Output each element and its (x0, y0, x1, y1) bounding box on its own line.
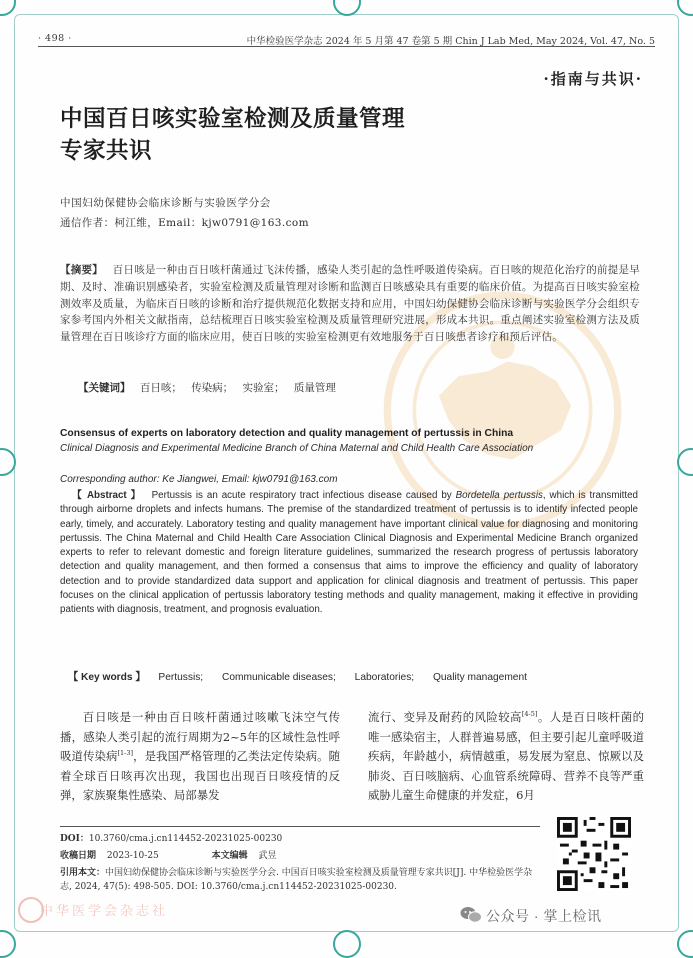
keyword-en: Quality management (432, 672, 527, 683)
corner-ring-top-left (0, 0, 16, 16)
citation-ref: [4-5] (521, 710, 538, 719)
editor-label: 本文编辑 (211, 851, 248, 861)
abstract-en-species: Bordetella pertussis (455, 490, 543, 501)
body-column-left (60, 708, 340, 806)
keyword-cn: 实验室； (242, 382, 285, 394)
doi-value: 10.3760/cma.j.cn114452-20231025-00230 (88, 834, 283, 844)
english-corresponding-author: Corresponding author: Ke Jiangwei, Email: kjw0791@163.com (60, 474, 338, 485)
cite-block (60, 866, 540, 894)
body-left-text-1: 百日咳是一种由百日咳杆菌通过咳嗽飞沫空气传播，感染人类引起的流行周期为2~5年的区域性急性呼吸道传染病 (60, 710, 340, 763)
title-line-2: 专家共识 (60, 138, 153, 164)
edge-ring-bottom (333, 930, 361, 958)
keywords-en-label: 【 Key words 】 (68, 672, 146, 683)
publisher-name: 中华医学会杂志社 (40, 904, 169, 919)
keyword-en: Laboratories; (354, 672, 415, 683)
english-title: Consensus of experts on laboratory detection and quality management of pertussis in China (60, 428, 514, 439)
cite-label: 引用本文： (60, 868, 106, 878)
abstract-en-text-2: , which is transmitted through airborne droplets and infects humans. The premise of the standardized treatment of pertussis is to identify infected people early, timely, and accurately. Laboratory testing and quality management have important clinical value for diagnosing and monitoring pertussis. The China Maternal and Child Health Care Association Clinical Diagnosis and Experimental Medicine Branch organized experts to refer to relevant domestic and foreign literature guidelines, summarized the research progress of pertussis laboratory detection and quality management, and then formed a consensus that aims to improve the efficiency and quality of laboratory detection and to provide standardized data support and application for clinical diagnosis and treatment of pertussis. This paper focuses on the clinical application of pertussis laboratory testing methods and quality management, making it effective in providing patients with diagnosis, treatment, and prognosis evaluation. (60, 490, 639, 616)
corresponding-author: 通信作者：柯江维，Email：kjw0791@163.com (60, 217, 309, 229)
edge-ring-right (677, 448, 693, 476)
abstract-cn (60, 262, 640, 346)
abstract-cn-text: 百日咳是一种由百日咳杆菌通过飞沫传播，感染人类引起的急性呼吸道传染病。百日咳的规范化治疗的前提是早期、及时、准确识别感染者，实验室检测及质量管理对诊断和监测百日咳感染具有重要的临床价值。为提高百日咳实验室检测效率及质量，为临床百日咳的诊断和治疗提供规范化数据支持和应用，中国妇幼保健协会临床诊断与实验医学分会组织专家参考国内外相关文献指南，总结梳理百日咳实验室检测及质量管理研究进展，形成本共识。重点阐述实验室检测方法及质量管理在百日咳诊疗方面的临床应用，使百日咳的实验室检测更有效地服务于百日咳患者诊疗和预后评估。 (60, 264, 640, 344)
english-organization: Clinical Diagnosis and Experimental Medicine Branch of China Maternal and Child Health Care Association (60, 443, 534, 454)
keyword-en: Pertussis; (158, 672, 204, 683)
section-tag: ·指南与共识· (543, 70, 643, 88)
editor-name: 武昱 (258, 851, 277, 861)
corner-ring-top-right (677, 0, 693, 16)
received-date: 2023-10-25 (106, 851, 159, 861)
footer-rule (60, 826, 540, 827)
doi-line (60, 832, 540, 846)
abstract-en-text-1: Pertussis is an acute respiratory tract infectious disease caused by (151, 490, 452, 501)
wechat-account-label: 公众号 · 掌上检讯 (486, 908, 602, 924)
body-right-text-1: 流行、变异及耐药的风险较高 (368, 710, 522, 724)
author-organization: 中国妇幼保健协会临床诊断与实验医学分会 (60, 197, 271, 209)
keyword-en: Communicable diseases; (221, 672, 336, 683)
keywords-cn-label: 【关键词】 (78, 382, 131, 394)
body-right-text-2: 。人是百日咳杆菌的唯一感染宿主，人群普遍易感，但主要引起儿童呼吸道疾病，年龄越小，病情越重，易发展为窒息、惊厥以及肺炎、百日咳脑病、心血管系统障碍、营养不良等严重威胁儿童生命健康的并发症，6月 (368, 710, 644, 802)
body-column-right (368, 708, 644, 806)
header-rule (38, 46, 655, 47)
keyword-cn: 质量管理 (293, 382, 336, 394)
qr-code (557, 817, 631, 891)
page-number: · 498 · (38, 33, 72, 44)
doi-label: DOI： (60, 834, 89, 844)
article-title (60, 103, 580, 167)
cite-text: 中国妇幼保健协会临床诊断与实验医学分会. 中国百日咳实验室检测及质量管理专家共识[J]. 中华检验医学杂志, 2024, 47(5): 498-505. DOI: 10.3760/cma.j.cn114452-20231025-00230. (60, 868, 533, 892)
corner-ring-bottom-right (677, 930, 693, 958)
corner-ring-bottom-left (0, 930, 16, 958)
abstract-cn-label: 【摘要】 (60, 264, 104, 276)
keyword-cn: 百日咳； (139, 382, 182, 394)
keyword-cn: 传染病； (191, 382, 234, 394)
journal-citation: 中华检验医学杂志 2024 年 5 月第 47 卷第 5 期 Chin J Lab Med, May 2024, Vol. 47, No. 5 (246, 36, 655, 47)
abstract-en (60, 489, 638, 618)
received-label: 收稿日期 (60, 851, 97, 861)
keywords-cn (78, 380, 336, 395)
body-left-text-2: ，是我国严格管理的乙类法定传染病。随着全球百日咳再次出现，我国也出现百日咳疫情的反弹，家族聚集性感染、局部暴发 (60, 749, 340, 802)
wechat-icon (460, 906, 482, 924)
title-line-1: 中国百日咳实验室检测及质量管理 (60, 106, 406, 132)
abstract-en-label: 【 Abstract 】 (72, 490, 142, 501)
citation-ref: [1-3] (117, 749, 134, 758)
received-line (60, 849, 540, 863)
keywords-en (68, 668, 527, 683)
